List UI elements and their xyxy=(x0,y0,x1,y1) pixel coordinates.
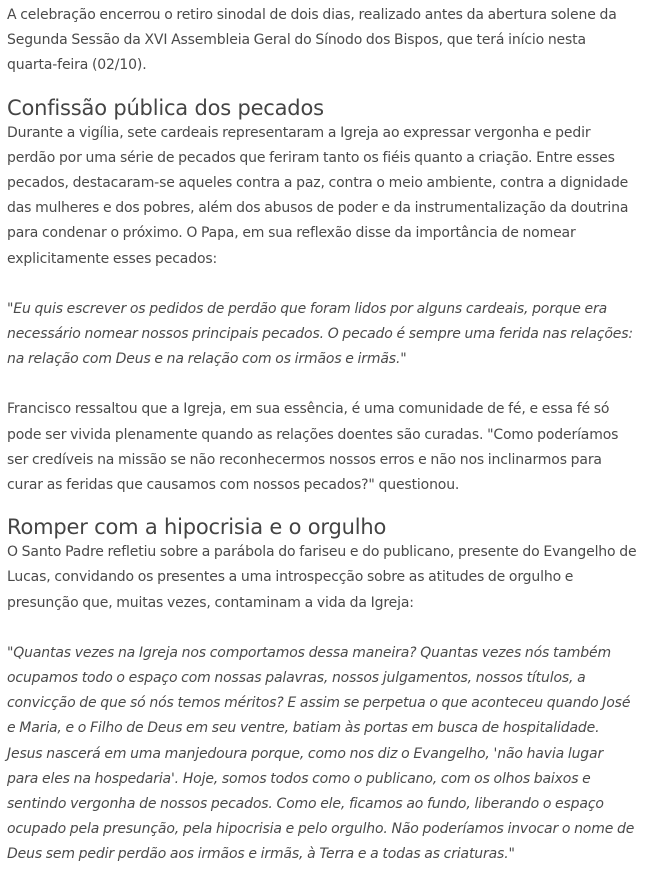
intro-paragraph: A celebração encerrou o retiro sinodal de dois dias, realizado antes da abertura solene da Segunda Sessão da XVI Assembleia Geral do Sínodo dos Bispos, que terá início nesta quarta-feira (02/10). xyxy=(7,7,617,74)
parable-paragraph: O Santo Padre refletiu sobre a parábola do fariseu e do publicano, presente do Evangelho de Lucas, convidando os presentes a uma introspecção sobre as atitudes de orgulho e presunção que, muitas vezes, contaminam a vida da Igreja: xyxy=(7,544,637,611)
confession-paragraph: Durante a vigília, sete cardeais representaram a Igreja ao expressar vergonha e pedir perdão por uma série de pecados que feriram tanto os fiéis quanto a criação. Entre esses pecados, destacaram-se aqueles contra a paz, contra o meio ambiente, contra a dignidade das mulheres e dos pobres, além dos abusos de poder e da instrumentalização da doutrina para condenar o próximo. O Papa, em sua reflexão disse da importância de nomear explicitamente esses pecados: xyxy=(7,124,629,267)
francisco-paragraph: Francisco ressaltou que a Igreja, em sua essência, é uma comunidade de fé, e essa fé só pode ser vivida plenamente quando as relações doentes são curadas. "Como poderíamos ser credíveis na missão se não reconhecermos nossos erros e não nos inclinarmos para curar as feridas que causamos com nossos pecados?" questionou. xyxy=(7,401,619,494)
section-heading-hypocrisy: Romper com a hipocrisia e o orgulho xyxy=(7,515,387,540)
section-heading-confession: Confissão pública dos pecados xyxy=(7,95,324,120)
hypocrisy-quote: "Quantas vezes na Igreja nos comportamos dessa maneira? Quantas vezes nós também ocupamos todo o espaço com nossas palavras, nossos julgamentos, nossos títulos, a convicção de que só nós temos méritos? E assim se perpetua o que aconteceu quando José e Maria, e o Filho de Deus em seu ventre, batiam às portas em busca de hospitalidade. Jesus nascerá em uma manjedoura porque, como nos diz o Evangelho, 'não havia lugar para eles na hospedaria'. Hoje, somos todos como o publicano, com os olhos baixos e sentindo vergonha de nossos pecados. Como ele, ficamos ao fundo, liberando o espaço ocupado pela presunção, pela hipocrisia e pelo orgulho. Não poderíamos invocar o nome de Deus sem pedir perdão aos irmãos e irmãs, à Terra e a todas as criaturas." xyxy=(7,644,635,863)
confession-quote: "Eu quis escrever os pedidos de perdão que foram lidos por alguns cardeais, porque era necessário nomear nossos principais pecados. O pecado é sempre uma ferida nas relações: na relação com Deus e na relação com os irmãos e irmãs." xyxy=(7,300,633,368)
